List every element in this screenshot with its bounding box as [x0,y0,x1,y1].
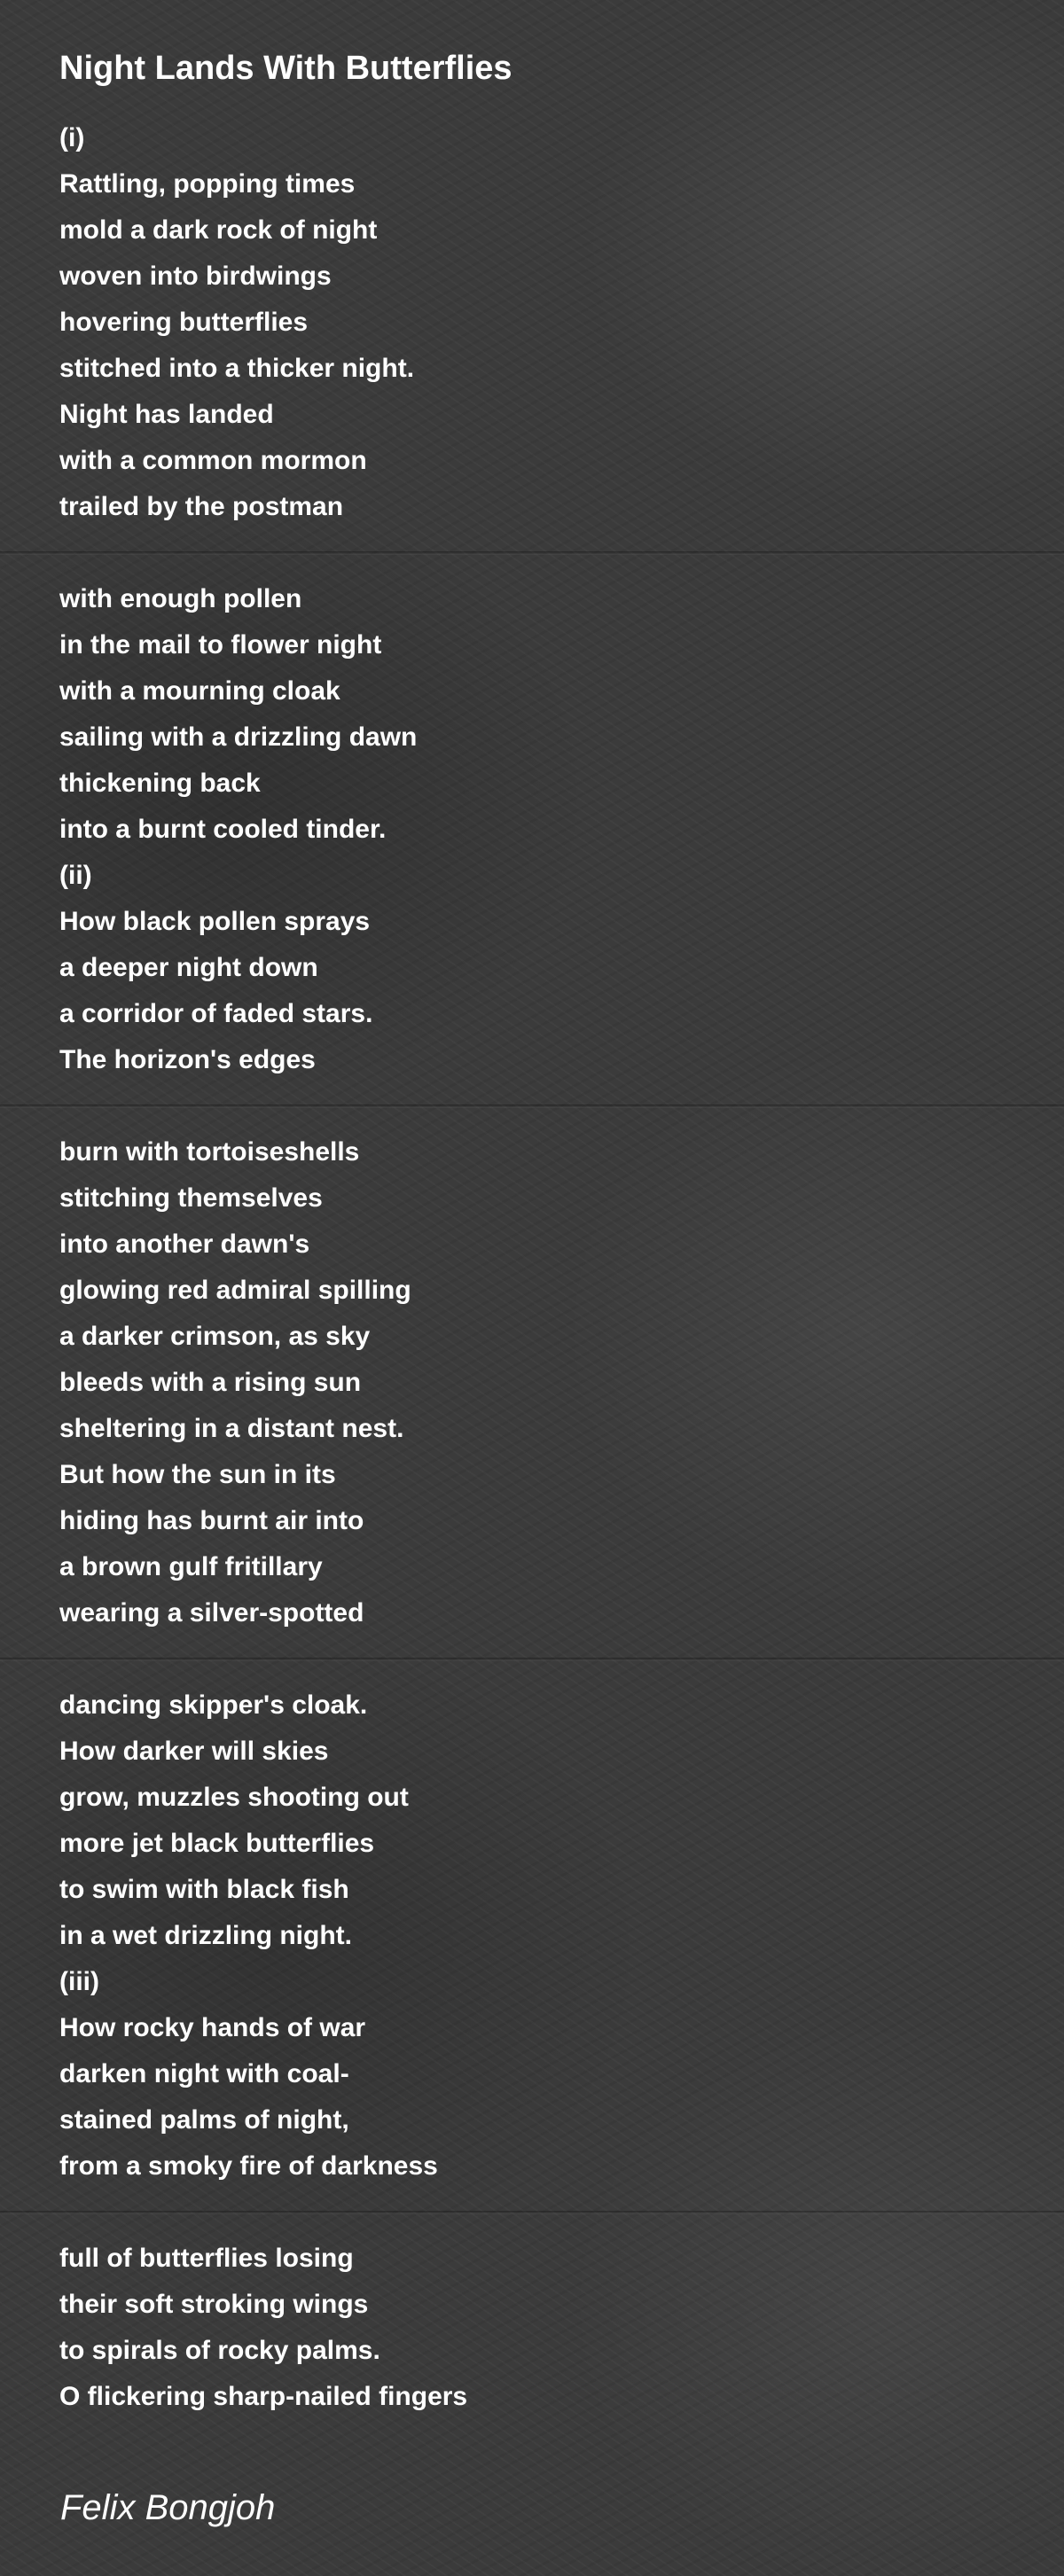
poem-line: (iii) [59,1967,99,1996]
poem-line: The horizon's edges [59,1045,316,1074]
poem-line: (ii) [59,861,92,890]
poem-line: wearing a silver-spotted [59,1598,364,1628]
poem-line: full of butterflies losing [59,2244,354,2273]
stanza-gap [59,530,1035,576]
poem-line: grow, muzzles shooting out [59,1783,409,1812]
poem-body [59,115,1035,2420]
poem-line: more jet black butterflies [59,1829,375,1858]
poem-line: stained palms of night, [59,2105,349,2135]
poem-line: a darker crimson, as sky [59,1322,371,1351]
poem-line: sailing with a drizzling dawn [59,722,418,752]
poem-line: How rocky hands of war [59,2013,366,2042]
poem-line: Night has landed [59,400,274,429]
poem-line: How darker will skies [59,1737,329,1766]
poem-line: a corridor of faded stars. [59,999,373,1028]
poem-line: from a smoky fire of darkness [59,2151,438,2181]
poem-author: Felix Bongjoh [60,2488,276,2527]
poem-line: trailed by the postman [59,492,344,521]
poem-line: hovering butterflies [59,308,309,337]
poem-line: to spirals of rocky palms. [59,2336,380,2365]
poem-line: How black pollen sprays [59,907,371,936]
poem-line: stitching themselves [59,1183,323,1213]
poem-line: with a mourning cloak [59,676,340,706]
poem-line: with enough pollen [59,584,302,613]
poem-line: (i) [59,123,85,152]
poem-line: hiding has burnt air into [59,1506,364,1535]
stanza [59,576,1035,1083]
poem-line: But how the sun in its [59,1460,336,1489]
poem-line: in a wet drizzling night. [59,1921,352,1950]
poem-line: thickening back [59,769,261,798]
stanza [59,1129,1035,1636]
poem-line: sheltering in a distant nest. [59,1414,404,1443]
poem-container [59,46,1035,2420]
poem-line: a brown gulf fritillary [59,1552,323,1581]
poem-line: bleeds with a rising sun [59,1368,362,1397]
poem-line: O flickering sharp-nailed fingers [59,2382,468,2411]
poem-line: burn with tortoiseshells [59,1137,360,1167]
poem-line: Rattling, popping times [59,169,356,199]
poem-line: their soft stroking wings [59,2290,369,2319]
stanza [59,115,1035,530]
poem-line: into a burnt cooled tinder. [59,815,387,844]
stanza-gap [59,1636,1035,1682]
poem-line: a deeper night down [59,953,318,982]
poem-line: dancing skipper's cloak. [59,1690,368,1720]
poem-line: to swim with black fish [59,1875,349,1904]
poem-line: glowing red admiral spilling [59,1276,411,1305]
stanza [59,2236,1035,2420]
stanza-gap [59,2190,1035,2236]
stanza-gap [59,1083,1035,1129]
stanza [59,1682,1035,2190]
poem-line: with a common mormon [59,446,367,475]
poem-line: stitched into a thicker night. [59,354,415,383]
poem-line: woven into birdwings [59,262,332,291]
poem-title: Night Lands With Butterflies [59,50,512,87]
poem-line: into another dawn's [59,1229,310,1259]
poem-line: mold a dark rock of night [59,215,378,245]
poem-line: in the mail to flower night [59,630,382,660]
poem-line: darken night with coal- [59,2059,349,2088]
